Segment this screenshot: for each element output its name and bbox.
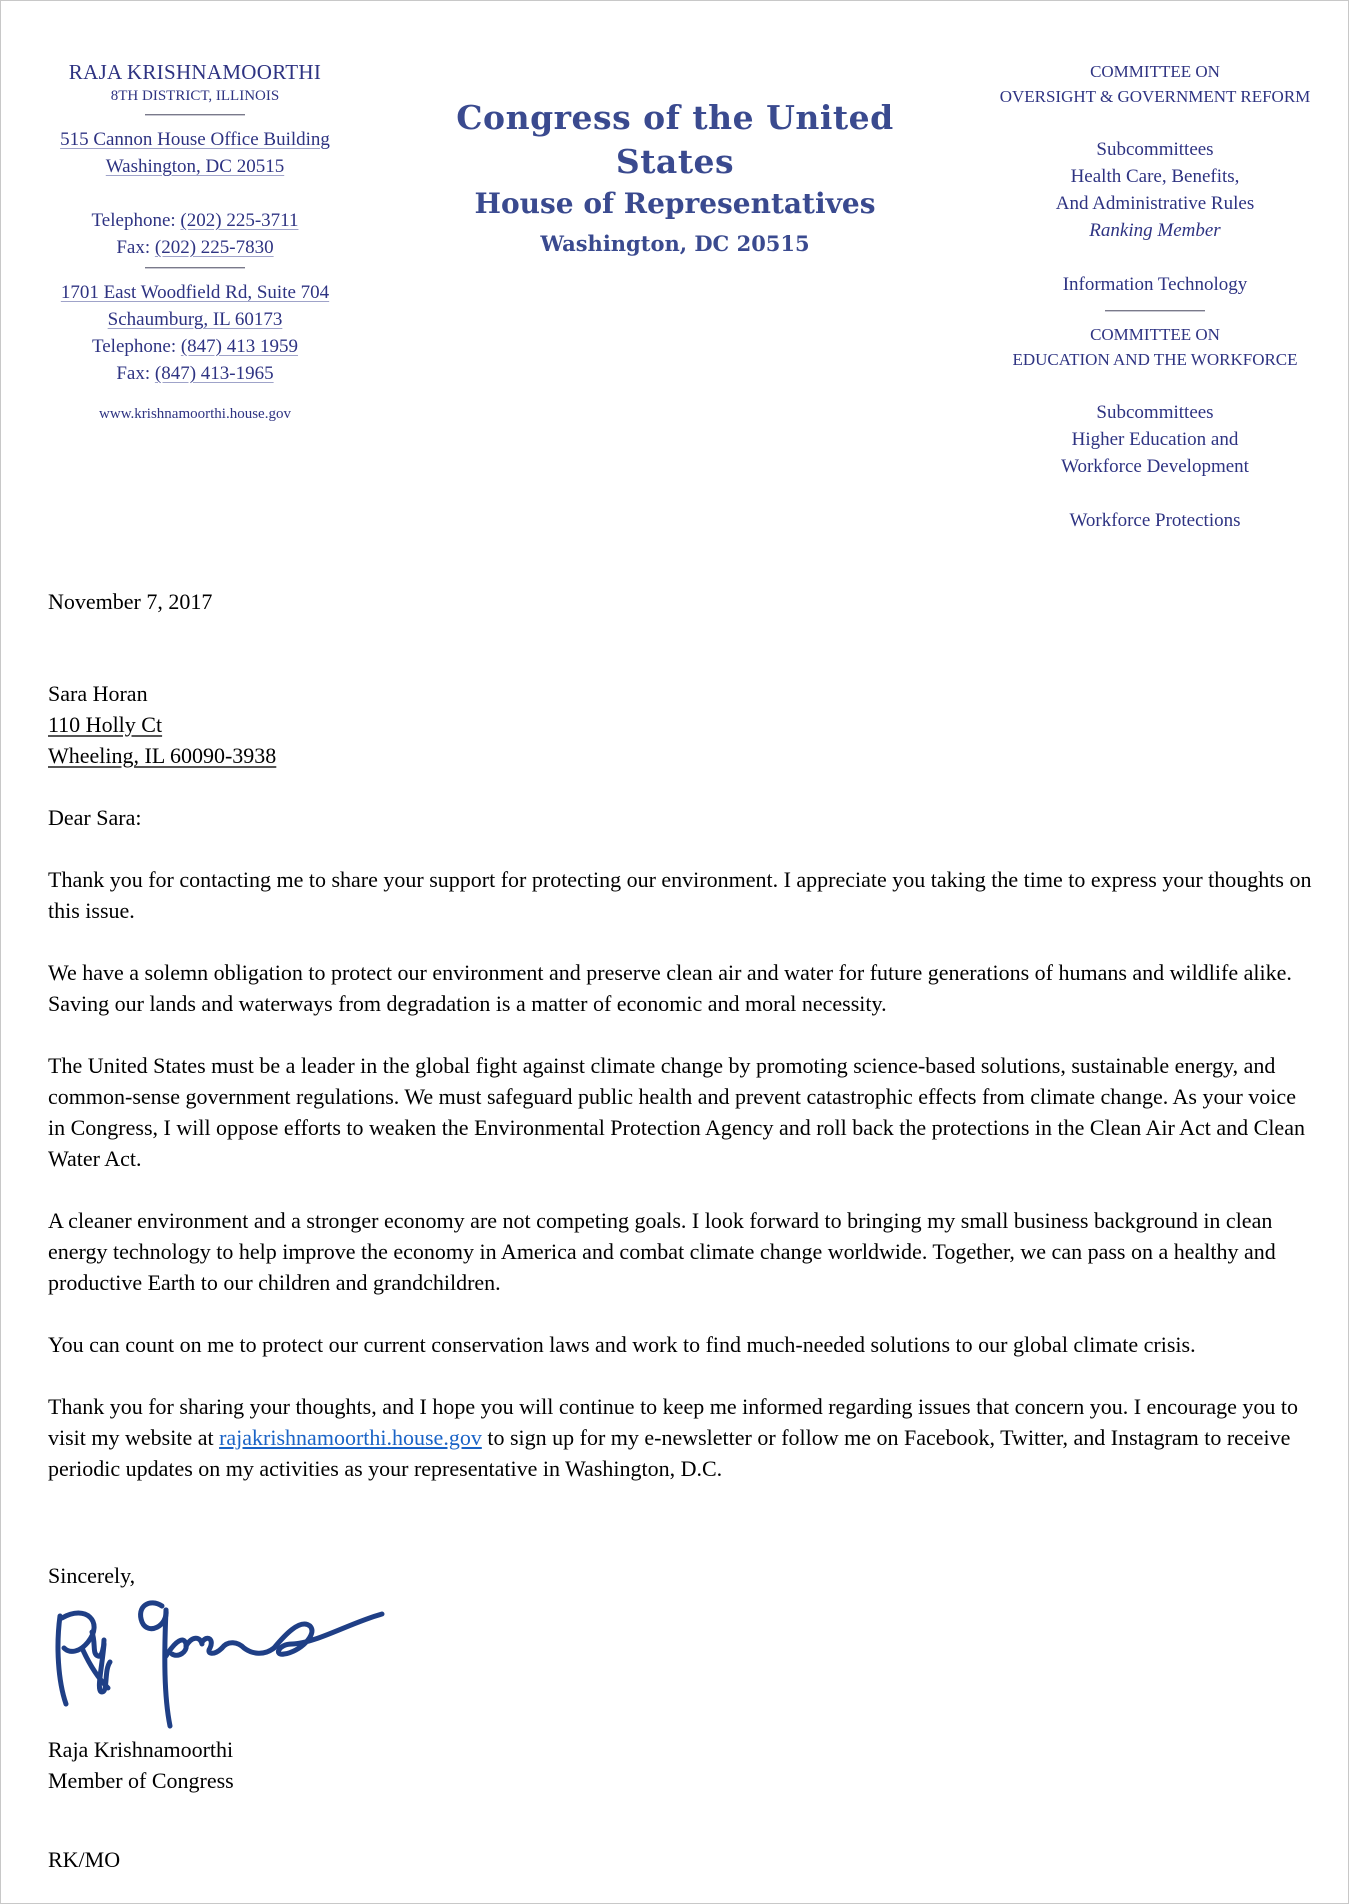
district-telephone-number: (847) 413 1959 xyxy=(180,336,299,357)
recipient-address xyxy=(48,678,1318,771)
committee-name: OVERSIGHT & GOVERNMENT REFORM xyxy=(999,87,1311,106)
subcommittee-role: Ranking Member xyxy=(1089,220,1221,241)
letterhead-right xyxy=(970,59,1340,534)
signature-image xyxy=(52,1596,392,1736)
letterhead-center xyxy=(410,96,940,262)
subcommittee-name: Workforce Development xyxy=(1061,456,1249,477)
recipient-street: 110 Holly Ct xyxy=(48,712,163,737)
district-fax: Fax: (847) 413-1965 xyxy=(116,363,274,384)
district: 8TH DISTRICT, ILLINOIS xyxy=(110,88,280,104)
letter-body xyxy=(48,864,1318,1515)
subcommittees-label: Subcommittees xyxy=(1096,139,1214,160)
website-link[interactable]: www.krishnamoorthi.house.gov xyxy=(99,406,291,422)
signer-block xyxy=(48,1734,1318,1796)
final-paragraph: Thank you for sharing your thoughts, and I hope you will continue to keep me informed regarding issues that concern you. I encourage you to visit my website at rajakrishnamoorthi.house.gov to sign up for my e-newsletter or follow me on Facebook, Twitter, and Instagram to receive periodic updates on my activities as your representative in Washington, D.C. xyxy=(48,1394,1299,1481)
dc-telephone-number: (202) 225-3711 xyxy=(180,210,299,231)
dc-office-line2: Washington, DC 20515 xyxy=(105,156,285,177)
divider xyxy=(1105,310,1205,312)
district-fax-number: (847) 413-1965 xyxy=(154,363,274,384)
committee-label: COMMITTEE ON xyxy=(1090,325,1220,344)
website-link[interactable]: rajakrishnamoorthi.house.gov xyxy=(219,1425,482,1450)
signature-text: Raja Krishnamoorthi xyxy=(52,1596,61,1597)
dc-telephone: Telephone: (202) 225-3711 xyxy=(91,210,299,231)
signer-name: Raja Krishnamoorthi xyxy=(48,1737,234,1762)
letterhead-left xyxy=(20,58,370,428)
divider xyxy=(145,267,245,269)
district-office-line1: 1701 East Woodfield Rd, Suite 704 xyxy=(60,282,330,303)
committee-name: EDUCATION AND THE WORKFORCE xyxy=(1012,350,1298,369)
paragraph: The United States must be a leader in the global fight against climate change by promoting science-based solutions, sustainable energy, and common-sense government regulations. We must safeguard public health and prevent catastrophic effects from climate change. As your voice in Congress, I will oppose efforts to weaken the Environmental Protection Agency and roll back the protections in the Clean Air Act and Clean Water Act. xyxy=(48,1053,1305,1171)
house-title: House of Representatives xyxy=(474,187,876,220)
subcommittee-name: Health Care, Benefits, xyxy=(1070,166,1240,187)
recipient-name: Sara Horan xyxy=(48,681,148,706)
paragraph: You can count on me to protect our current conservation laws and work to find much-needed solutions to our global climate crisis. xyxy=(48,1332,1196,1357)
letter-date: November 7, 2017 xyxy=(48,589,213,614)
paragraph: A cleaner environment and a stronger economy are not competing goals. I look forward to bringing my small business background in clean energy technology to help improve the economy in America and combat climate change worldwide. Together, we can pass on a healthy and productive Earth to our children and grandchildren. xyxy=(48,1208,1276,1295)
paragraph: We have a solemn obligation to protect our environment and preserve clean air and water for future generations of humans and wildlife alike. Saving our lands and waterways from degradation is a matter of economic and moral necessity. xyxy=(48,960,1292,1016)
reference-initials: RK/MO xyxy=(48,1847,121,1872)
representative-name: RAJA KRISHNAMOORTHI xyxy=(68,60,322,84)
signer-title: Member of Congress xyxy=(48,1768,234,1793)
divider xyxy=(145,114,245,116)
dc-office-line1: 515 Cannon House Office Building xyxy=(60,129,330,150)
subcommittee-name: Higher Education and xyxy=(1071,429,1239,450)
dc-fax-number: (202) 225-7830 xyxy=(154,237,274,258)
closing: Sincerely, xyxy=(48,1563,136,1588)
subcommittees-label: Subcommittees xyxy=(1096,402,1214,423)
congress-title: Congress of the United States xyxy=(456,98,894,181)
committee-label: COMMITTEE ON xyxy=(1090,62,1220,81)
salutation: Dear Sara: xyxy=(48,805,142,830)
house-location: Washington, DC 20515 xyxy=(540,231,810,256)
subcommittee-name: And Administrative Rules xyxy=(1055,193,1255,214)
subcommittee-name: Information Technology xyxy=(1062,274,1248,295)
district-telephone: Telephone: (847) 413 1959 xyxy=(91,336,299,357)
recipient-city: Wheeling, IL 60090-3938 xyxy=(48,743,277,768)
district-office-line2: Schaumburg, IL 60173 xyxy=(107,309,283,330)
dc-fax: Fax: (202) 225-7830 xyxy=(116,237,274,258)
paragraph: Thank you for contacting me to share your support for protecting our environment. I appreciate you taking the time to express your thoughts on this issue. xyxy=(48,867,1312,923)
subcommittee-name: Workforce Protections xyxy=(1069,510,1241,531)
